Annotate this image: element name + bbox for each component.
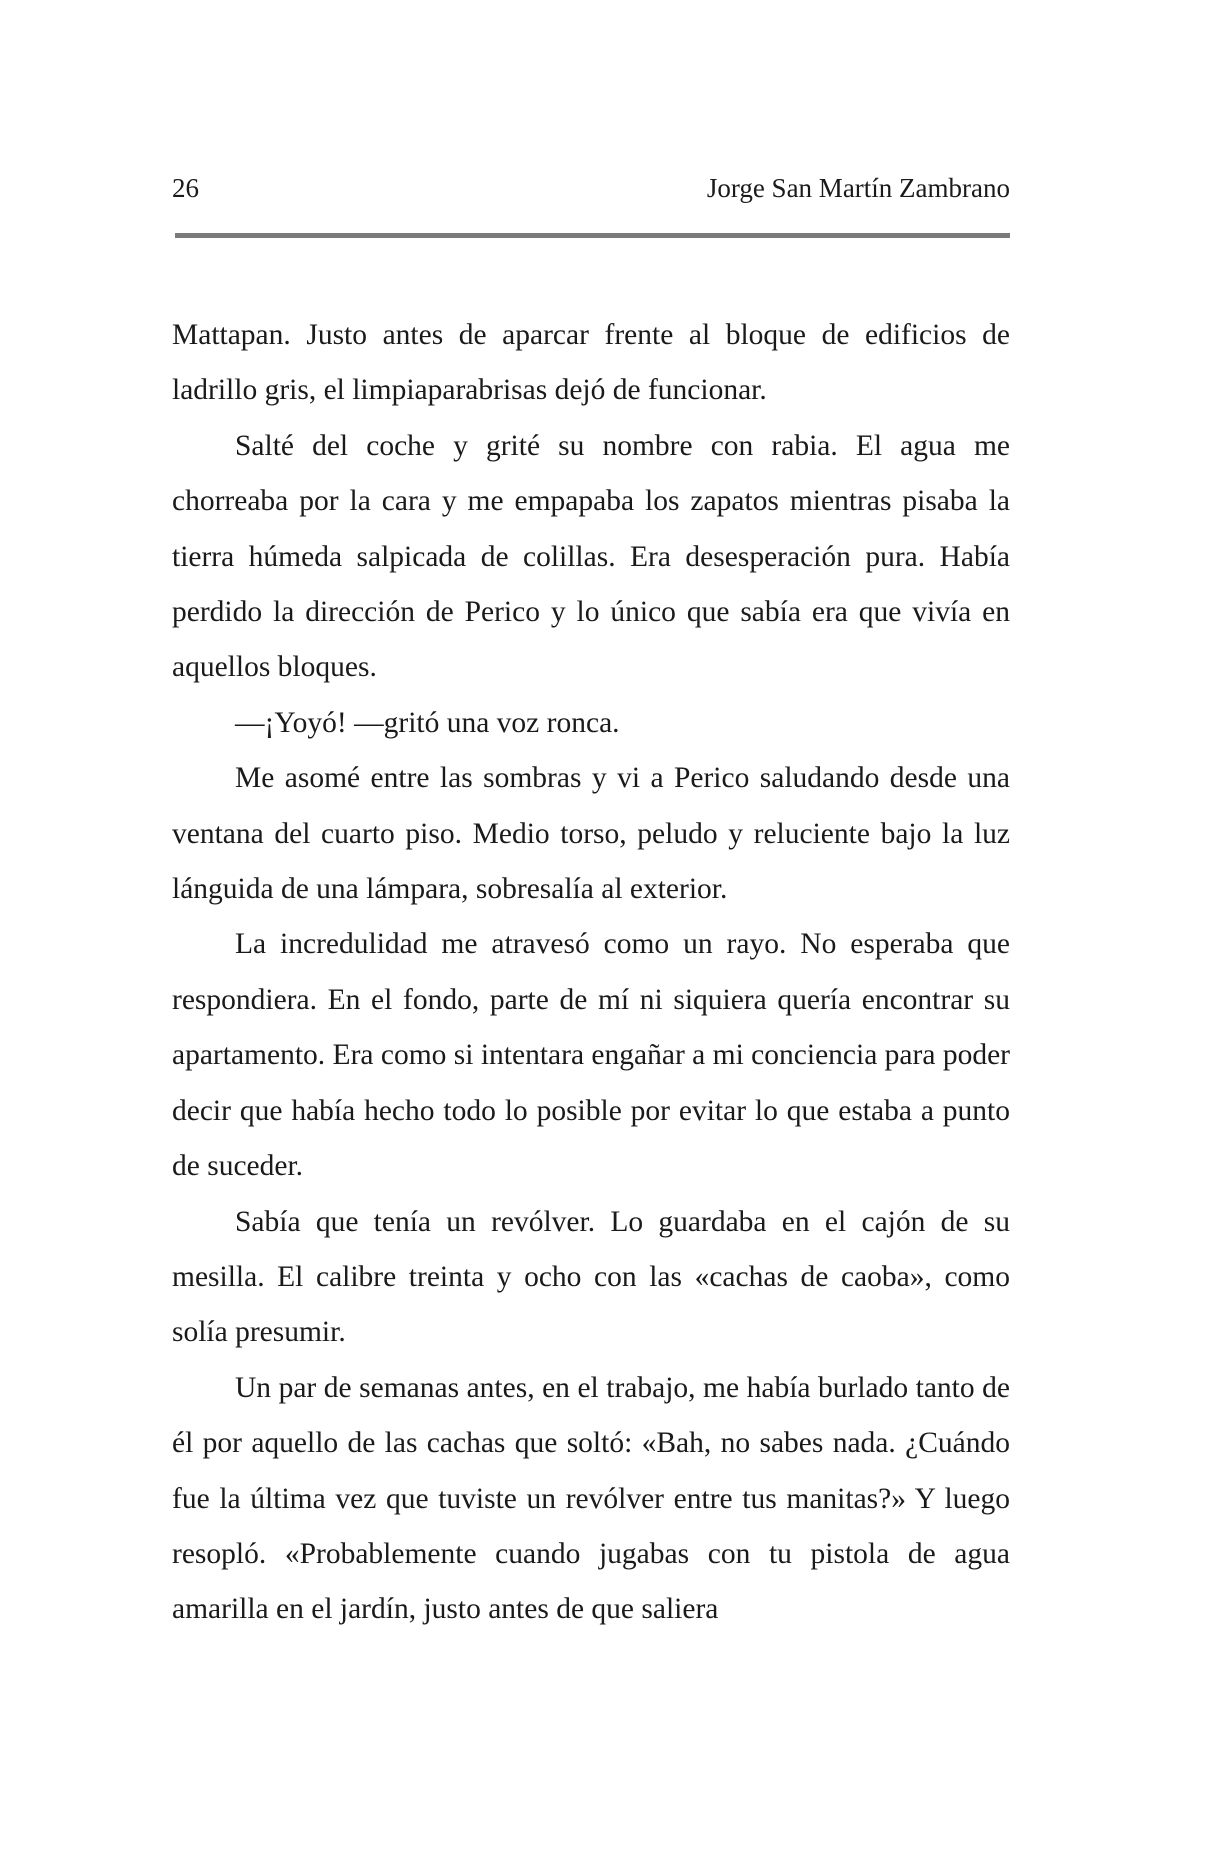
page-number: 26 — [172, 173, 199, 203]
paragraph: Un par de semanas antes, en el trabajo, me había burlado tanto de él por aquello de las cachas que soltó: «Bah, no sabes nada. ¿Cuándo fue la última vez que tuviste un revólver entre tus manitas?» Y luego resopló. «Probablemente cuando jugabas con tu pistola de agua amarilla en el jardín, justo antes de que saliera — [172, 1371, 1010, 1626]
paragraph: Sabía que tenía un revólver. Lo guardaba en el cajón de su mesilla. El calibre treinta y ocho con las «cachas de caoba», como solía presumir. — [172, 1205, 1010, 1349]
body-text — [172, 308, 1010, 1638]
paragraph: Me asomé entre las sombras y vi a Perico saludando desde una ventana del cuarto piso. Medio torso, peludo y reluciente bajo la luz lánguida de una lámpara, sobresalía al exterior. — [172, 762, 1010, 906]
paragraph-continuation: Mattapan. Justo antes de aparcar frente al bloque de edificios de ladrillo gris, el limpiaparabrisas dejó de funcionar. — [172, 319, 1010, 407]
dialogue-line: —¡Yoyó! —gritó una voz ronca. — [235, 706, 620, 739]
paragraph: La incredulidad me atravesó como un rayo. No esperaba que respondiera. En el fondo, parte de mí ni siquiera quería encontrar su apartamento. Era como si intentara engañar a mi conciencia para poder decir que había hecho todo lo posible por evitar lo que estaba a punto de suceder. — [172, 928, 1010, 1183]
page-header — [172, 170, 1010, 216]
running-head-author: Jorge San Martín Zambrano — [706, 173, 1010, 203]
paragraph: Salté del coche y grité su nombre con rabia. El agua me chorreaba por la cara y me empapaba los zapatos mientras pisaba la tierra húmeda salpicada de colillas. Era desesperación pura. Había perdido la dirección de Perico y lo único que sabía era que vivía en aquellos bloques. — [172, 429, 1010, 684]
header-rule — [175, 233, 1010, 238]
